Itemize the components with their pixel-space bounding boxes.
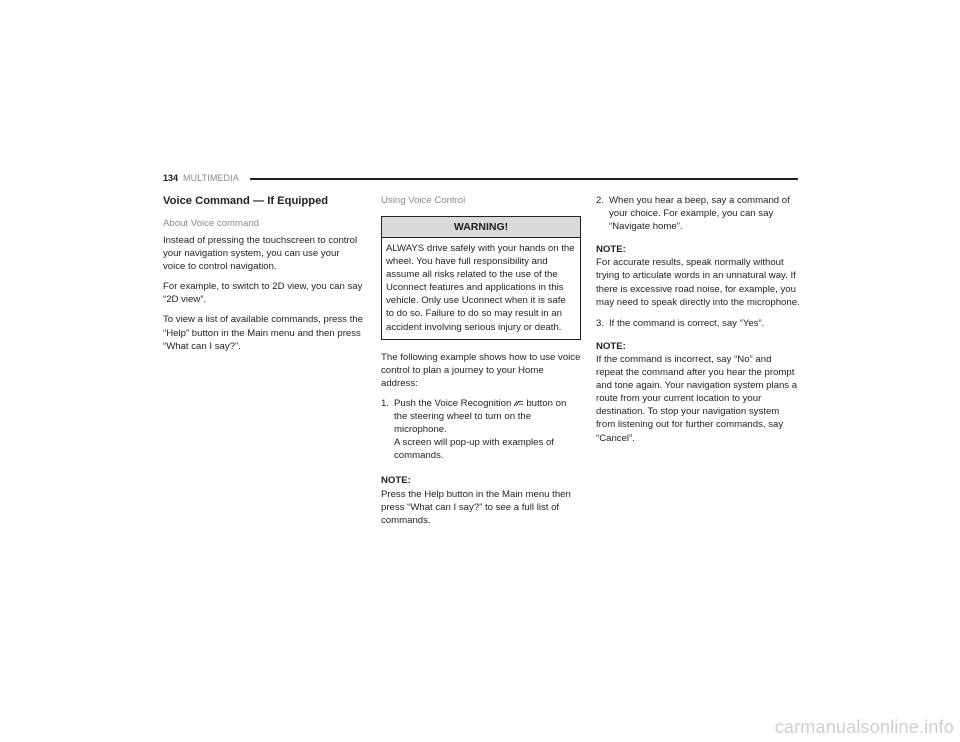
note-block <box>381 474 581 526</box>
voice-recognition-icon <box>513 398 524 407</box>
note-label: NOTE: <box>596 340 626 352</box>
step-number: 1. <box>381 397 390 409</box>
note-block <box>596 340 801 445</box>
section-title: Voice Command — If Equipped <box>163 195 329 207</box>
note-text: For accurate results, speak normally without trying to articulate words in an unnatural way. If there is excessive road noise, for example, you may need to speak directly into the microphone. <box>596 257 800 308</box>
step-subtext: A screen will pop-up with examples of commands. <box>394 437 554 462</box>
note-label: NOTE: <box>596 244 626 256</box>
step-number: 3. <box>596 317 605 329</box>
warning-title: WARNING! <box>382 217 580 238</box>
step-3 <box>596 317 801 330</box>
step-2 <box>596 194 801 233</box>
section-name: MULTIMEDIA <box>183 173 239 183</box>
step-text-before-icon: Push the Voice Recognition <box>394 397 512 409</box>
note-block <box>596 243 801 308</box>
step-text: When you hear a beep, say a command of your choice. For example, you can say “Navigate home”. <box>609 195 790 233</box>
step-1 <box>381 397 581 462</box>
paragraph: For example, to switch to 2D view, you can say “2D view”. <box>163 281 363 306</box>
note-label: NOTE: <box>381 475 411 487</box>
warning-box <box>381 216 581 340</box>
header-rule <box>250 178 798 180</box>
step-number: 2. <box>596 195 605 206</box>
column-2 <box>381 194 581 527</box>
note-text: If the command is incorrect, say “No” and repeat the command after you hear the prompt and tone again. Your navigation system plans a route from your current location to your destination. To stop your navigation system from listening out for further commands, say “Cancel”. <box>596 353 798 444</box>
paragraph: To view a list of available commands, press the “Help” button in the Main menu and then press “What can I say?”. <box>163 314 363 352</box>
subheading-using-voice-control: Using Voice Control <box>381 195 466 206</box>
step-text-after-icon: button on the steering wheel to turn on the microphone. <box>394 397 567 436</box>
subheading-about-voice-command: About Voice command <box>163 218 259 229</box>
column-1 <box>163 194 363 360</box>
page-header <box>163 172 798 184</box>
paragraph: The following example shows how to use voice control to plan a journey to your Home address: <box>381 351 581 389</box>
warning-text: ALWAYS drive safely with your hands on the wheel. You have full responsibility and assume all risks related to the use of the Uconnect features and applications in this vehicle. Only use Uconnect when it is safe to do so. Failure to do so may result in an accident involving serious injury or death. <box>386 243 575 333</box>
note-text: Press the Help button in the Main menu then press “What can I say?” to see a full list of commands. <box>381 488 571 526</box>
page-number: 134 <box>163 173 179 183</box>
paragraph: Instead of pressing the touchscreen to control your navigation system, you can use your voice to control navigation. <box>163 235 358 273</box>
column-3 <box>596 194 801 445</box>
watermark: carmanualsonline.info <box>774 717 954 737</box>
step-text: If the command is correct, say “Yes”. <box>609 317 765 329</box>
